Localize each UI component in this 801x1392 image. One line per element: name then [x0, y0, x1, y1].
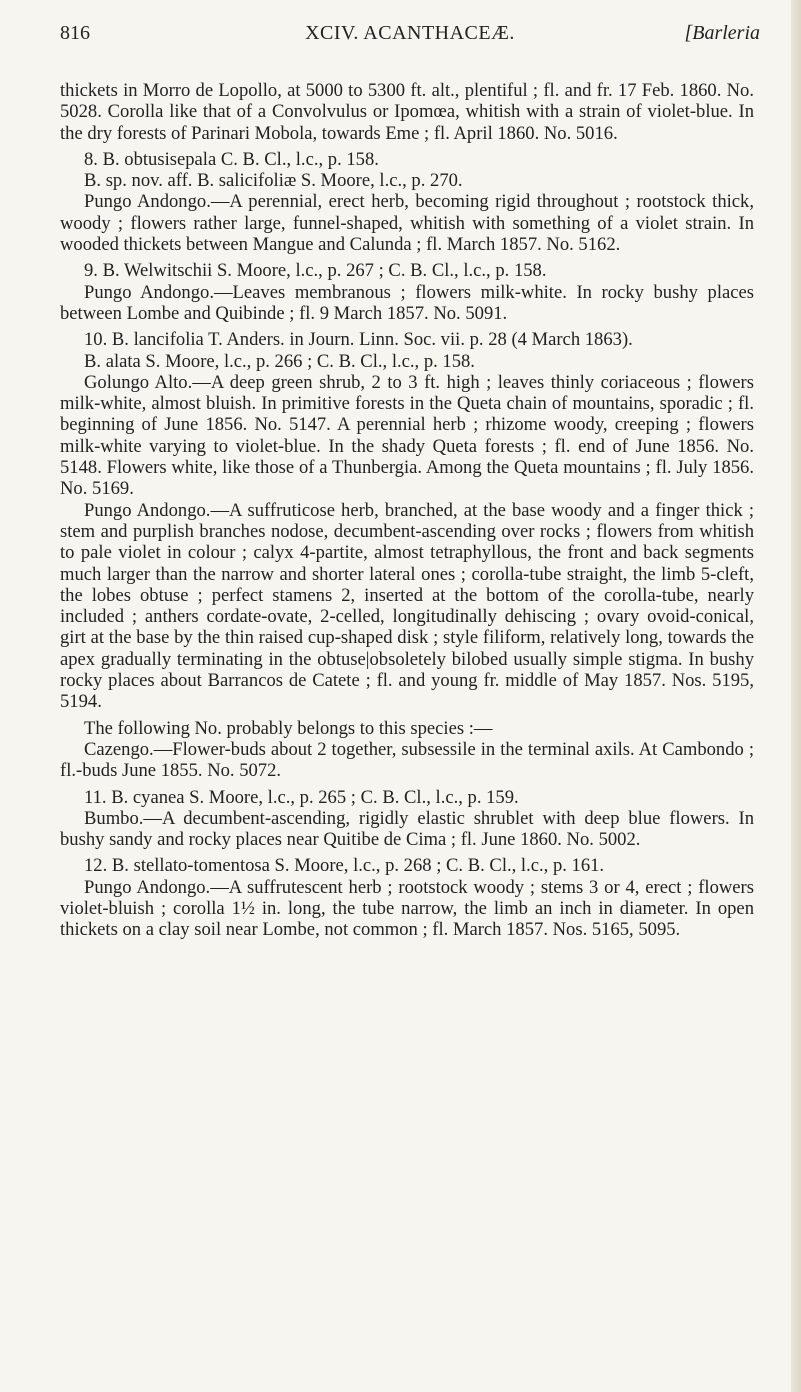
paragraph: Pungo Andongo.—A perennial, erect herb, becoming rigid throughout ; rootstock thick, woody ; flowers rather large, funnel-shaped, whitish with something of a violet strain. In wooded thickets between Mangue and Calunda ; fl. March 1857. No. 5162.: [60, 191, 754, 256]
page-edge: [791, 0, 801, 1392]
note-line: The following No. probably belongs to this species :—: [84, 717, 493, 739]
species-heading: 12. B. stellato-tomentosa S. Moore, l.c., p. 268 ; C. B. Cl., l.c., p. 161.: [84, 855, 605, 877]
species-heading: 8. B. obtusisepala C. B. Cl., l.c., p. 158.: [84, 148, 379, 170]
paragraph: Pungo Andongo.—Leaves membranous ; flowers milk-white. In rocky bushy places between Lombe and Quibinde ; fl. 9 March 1857. No. 5091.: [60, 281, 754, 324]
synonym-line: B. sp. nov. aff. B. salicifoliæ S. Moore, l.c., p. 270.: [84, 170, 463, 192]
family-heading: XCIV. ACANTHACEÆ.: [305, 22, 515, 44]
species-heading: 10. B. lancifolia T. Anders. in Journ. Linn. Soc. vii. p. 28 (4 March 1863).: [84, 329, 633, 351]
paragraph: Golungo Alto.—A deep green shrub, 2 to 3 ft. high ; leaves thinly coriaceous ; flowers milk-white, almost bluish. In primitive forests in the Queta chain of mountains, sporadic ; fl. beginning of June 1856. No. 5147. A perennial herb ; rhizome woody, creeping ; flowers milk-white varying to violet-blue. In the shady Queta forests ; fl. end of June 1856. No. 5148. Flowers white, like those of a Thunbergia. Among the Queta mountains ; fl. July 1856. No. 5169.: [60, 371, 754, 500]
paragraph: Cazengo.—Flower-buds about 2 together, subsessile in the terminal axils. At Cambondo ; fl.-buds June 1855. No. 5072.: [60, 738, 754, 782]
page-number: 816: [60, 22, 90, 44]
species-heading: 11. B. cyanea S. Moore, l.c., p. 265 ; C. B. Cl., l.c., p. 159.: [84, 786, 519, 808]
paragraph: Pungo Andongo.—A suffrutescent herb ; rootstock woody ; stems 3 or 4, erect ; flowers violet-bluish ; corolla 1½ in. long, the tube narrow, the limb an inch in diameter. In open thickets on a clay soil near Lombe, not common ; fl. March 1857. Nos. 5165, 5095.: [60, 876, 754, 941]
running-header: [60, 22, 760, 52]
synonym-line: B. alata S. Moore, l.c., p. 266 ; C. B. Cl., l.c., p. 158.: [84, 350, 475, 372]
genus-heading: [Barleria: [684, 22, 760, 44]
paragraph: Bumbo.—A decumbent-ascending, rigidly elastic shrublet with deep blue flowers. In bushy sandy and rocky places near Quitibe de Cima ; fl. June 1860. No. 5002.: [60, 807, 754, 851]
paragraph: Pungo Andongo.—A suffruticose herb, branched, at the base woody and a finger thick ; stem and purplish branches nodose, decumbent-ascending over rocks ; flowers from whitish to pale violet in colour ; calyx 4-partite, almost tetraphyllous, the front and back segments much larger than the narrow and shorter lateral ones ; corolla-tube straight, the limb 5-cleft, the lobes obtuse ; perfect stamens 2, inserted at the bottom of the corolla-tube, nearly included ; anthers cordate-ovate, 2-celled, longitudinally dehiscing ; ovary ovoid-conical, girt at the base by the thin raised cup-shaped disk ; style filiform, relatively long, towards the apex gradually terminating in the obtuse|obsoletely bilobed usually simple stigma. In bushy rocky places about Barrancos de Catete ; fl. and young fr. middle of May 1857. Nos. 5195, 5194.: [60, 499, 754, 713]
species-heading: 9. B. Welwitschii S. Moore, l.c., p. 267 ; C. B. Cl., l.c., p. 158.: [84, 260, 547, 282]
page-body: [60, 80, 754, 941]
paragraph: thickets in Morro de Lopollo, at 5000 to 5300 ft. alt., plentiful ; fl. and fr. 17 Feb. 1860. No. 5028. Corolla like that of a Convolvulus or Ipomœa, whitish with a strain of violet-blue. In the dry forests of Parinari Mobola, towards Eme ; fl. April 1860. No. 5016.: [60, 80, 754, 144]
